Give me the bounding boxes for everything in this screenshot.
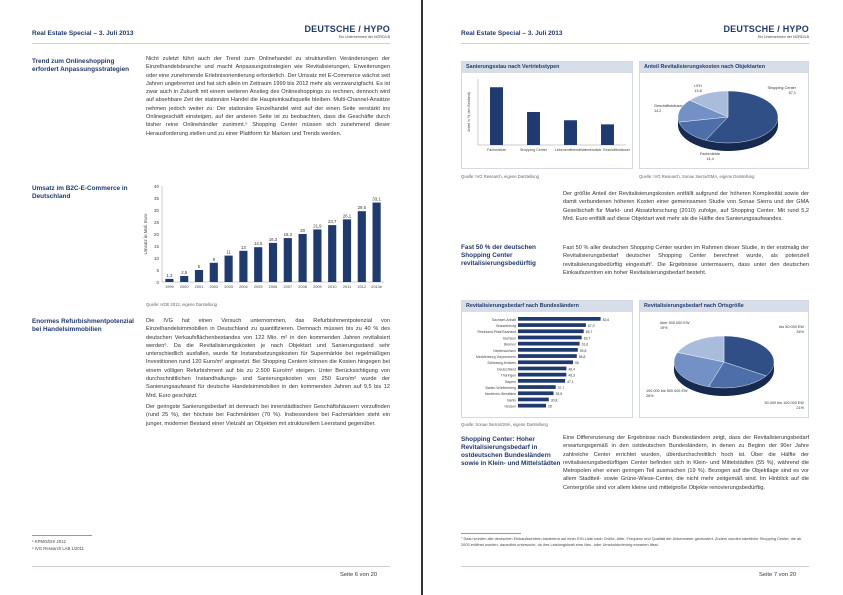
data-label: 37,7 [557, 386, 565, 390]
bar [490, 87, 503, 145]
category-label: Nordrhein-Westfalen [484, 392, 516, 397]
category-label: Hessen [504, 404, 516, 409]
slice-label: Fachmärkte [699, 152, 721, 156]
x-tick-label: 1999 [165, 284, 174, 289]
header-rule [32, 43, 390, 44]
data-label: 29,5 [357, 205, 366, 211]
bar [518, 385, 556, 389]
slice-value: 26% [646, 394, 654, 398]
slice-label: bis 50.000 EW [779, 325, 804, 329]
heading-refurbishment: Enormes Refurbishmentpotenzial bei Handelsimmobilien [32, 318, 134, 333]
data-label: 33,1 [372, 196, 381, 202]
footer-rule [461, 566, 809, 567]
bar [518, 354, 577, 358]
y-axis-label: Umsatz in Mrd. Euro [143, 213, 148, 255]
category-label: Bremen [504, 342, 516, 347]
chart-source: Quelle: HDE 2013, eigene Darstellung [146, 302, 217, 307]
slice-label: 100.000 bis 500.000 EW [646, 389, 688, 393]
text-refurbishment [146, 317, 390, 431]
slice-label: über 500.000 EW [660, 321, 690, 325]
data-label: 21,9 [313, 223, 322, 229]
text-ostdeutschland [563, 434, 809, 495]
data-label: 58,8 [578, 355, 586, 359]
bar [165, 279, 173, 282]
footnote: ⁵ KPMG/EHI 2012 [32, 539, 66, 544]
bundeslaender-bar-chart [462, 312, 632, 417]
x-tick-label: 2008 [298, 284, 307, 289]
bar [518, 379, 565, 383]
bar [254, 247, 262, 282]
bar [518, 323, 586, 327]
bar [601, 124, 614, 145]
data-label: 59,8 [579, 348, 587, 353]
data-label: 28 [548, 404, 552, 409]
right-page [423, 0, 843, 595]
y-tick-label: 15 [153, 244, 159, 249]
panel-title: Revitalisierungsbedarf nach Bundesländern [462, 301, 632, 312]
category-label: Schleswig-Holstein [487, 361, 516, 366]
slice-value: 57,1 [788, 91, 796, 95]
logo [719, 24, 809, 39]
category-label: Brandenburg [496, 324, 516, 328]
x-tick-label: 2004 [239, 284, 248, 289]
data-label: 14,5 [254, 241, 263, 247]
data-label: 1,3 [166, 272, 173, 278]
heading-onlineshopping: Trend zum Onlineshopping erfordert Anpassungsstrategien [32, 58, 130, 73]
y-tick-label: 20 [153, 232, 159, 237]
bar [358, 211, 366, 282]
x-tick-label: 2011 [342, 284, 352, 289]
bar [210, 263, 218, 282]
footnote-rule [32, 535, 92, 536]
paragraph: Fast 50 % aller deutschen Shopping Center wurden im Rahmen dieser Studie, in der erstmalig der Revitalisierungsbedarf deutscher Shopping Center berechnet wurde, als potenziell revitalisierungsbedürftig eingestuft⁷. Die Ergebnisse untermauern, dass unter den deutschen Einkaufszentren ein hoher Revitalisierungsbedarf besteht. [563, 245, 809, 276]
paragraph: Der größte Anteil der Revitalisierungskosten entfällt aufgrund der höheren Komplexität sowie der damit verbundenen höheren Kosten einer gemeinsamen Studie von Sonae Sierra und der GMA Gesellschaft für Markt- und Absatzforschung (2010) zufolge, auf Shopping Center. Mit rund 5,2 Mrd. Euro entfällt auf diese Objektart weit mehr als die Hälfte des Sanierungsaufwandes. [563, 191, 809, 222]
category-label: Deutschland [497, 367, 516, 372]
footnote: ⁶ IVG Research LAB 1/2011 [32, 545, 84, 551]
bar [518, 391, 554, 395]
data-label: 30,8 [550, 398, 558, 403]
bar [564, 120, 577, 145]
panel-bundeslaender [461, 300, 633, 418]
text-onlineshopping [146, 55, 390, 141]
bar [518, 367, 566, 371]
category-label: Thüringen [500, 373, 516, 378]
data-label: 20 [300, 228, 305, 233]
x-tick-label: 2007 [283, 284, 293, 289]
bar [328, 225, 336, 282]
logo-brand: DEUTSCHE / HYPO [723, 24, 809, 34]
y-tick-label: 35 [153, 196, 159, 201]
running-title: Real Estate Special – 3. Juli 2013 [32, 30, 134, 37]
paragraph: Der geringste Sanierungsbedarf ist demnach bei innerstädtischen Geschäftshäusern vorzufinden (rund 25 %), der höchste bei Fachmärkten (70 %). Insbesondere bei Fachmärkten steht ein junger, moderner Bestand einer Vielzahl an Objekten mit strukturellem Leerstand gegenüber. [146, 403, 390, 427]
y-tick-label: 40 [153, 184, 159, 189]
page-number: Seite 6 von 20 [340, 572, 378, 578]
panel-ortsgroesse [639, 300, 809, 418]
x-tick-label: 2012 [357, 284, 367, 289]
panel-sanierungsstau [461, 61, 633, 169]
bar [518, 342, 580, 346]
logo-sub: Ein Unternehmen der NORD/LB [338, 35, 390, 39]
slice-label: LEH [694, 84, 702, 88]
data-label: 5 [197, 264, 201, 269]
bar [313, 229, 321, 282]
paragraph: Eine Differenzierung der Ergebnisse nach Bundesländern zeigt, dass der Revitalisierungsbedarf erwartungsgemäß in den ostdeutschen Bundesländern, in denen zu Beginn der 90er Jahre zahlreiche Center errichtet wurden, überdurchschnittlich hoch ist. Über die Hälfte der revitalisierungsbedürftigen Center befinden sich in Klein- und Mittelstädten (55 %), während die Metropolen eher einen geringen Teil ausmachen (19 %). Bezogen auf die Objektlage sind es vor allem Stadtteil- sowie Grüne-Wiese-Center, die nicht mehr zeitgemäß sind. Im Hinblick auf die Centergröße sind vor allem kleine und mittelgroße Objekte renovierungsbedürftig. [563, 435, 809, 491]
bar [518, 336, 582, 340]
header-rule [461, 43, 809, 44]
left-page [0, 0, 421, 595]
data-label: 47,1 [567, 379, 574, 384]
logo-sub: Ein Unternehmen der NORD/LB [757, 35, 809, 39]
heading-ecommerce: Umsatz im B2C-E-Commerce in Deutschland [32, 185, 128, 200]
y-tick-label: 25 [153, 220, 159, 225]
x-tick-label: 2002 [209, 284, 219, 289]
panel-revitalisierungskosten [639, 61, 809, 169]
logo [300, 24, 390, 39]
data-label: 8 [212, 256, 215, 262]
x-tick-label: 2001 [194, 284, 204, 289]
slice-value: 21% [796, 406, 804, 410]
data-label: 2,5 [181, 270, 188, 275]
y-axis-label: Anteil in % (am Bestand) [467, 92, 471, 132]
x-tick-label: 2013e [371, 284, 383, 289]
x-tick-label: 2009 [313, 284, 322, 289]
data-label: 61,6 [581, 342, 589, 347]
data-label: 67,9 [587, 324, 595, 328]
paragraph: Nicht zuletzt führt auch der Trend zum Onlinehandel zu strukturellen Veränderungen der Einzelhandelsbranche und macht Anpassungsstrategien wie Revitalisierungen, Erweiterungen oder eine zunehmende Erlebnisorientierung erforderlich. Der Umsatz mit E-Commerce wächst seit Jahren ungebremst und hat sich allein im Zeitraum 1999 bis 2012 mehr als verzwanzigfacht. Es ist zwar auch in Zukunft mit einem weiteren Anstieg des Onlineshoppings zu rechnen, dennoch wird auf absehbare Zeit der stationäre Handel die Haupteinkaufsquelle bleiben. Multi-Channel-Ansätze nehmen jedoch weiter zu: Der stationäre Einzelhandel wird auf der einen Seite verstärkt ins Onlinegeschäft einsteigen, auf der anderen Seite ist zu beobachten, dass die Geschäfte durch bisher reine Onlinehändler zunimmt.⁵ Shopping Center müssen sich zunehmend dieser Herausforderung stellen und zu einer Plattform für Marken und Trends werden. [146, 56, 390, 137]
category-label: Niedersachsen [493, 348, 516, 353]
data-label: 35,5 [555, 392, 563, 397]
bar [518, 317, 601, 321]
data-label: 48,3 [568, 373, 575, 378]
data-label: 26,1 [342, 213, 352, 219]
x-tick-label: 2003 [224, 284, 233, 289]
data-label: 82,6 [602, 317, 610, 322]
data-label: 63,7 [583, 336, 591, 341]
bar [518, 373, 566, 377]
bar [299, 234, 307, 282]
text-revitalisierungskosten [563, 190, 809, 226]
bar [518, 398, 549, 402]
vertriebstypen-bar-chart [462, 73, 632, 168]
logo-brand: DEUTSCHE / HYPO [304, 24, 390, 34]
data-label: 48,4 [568, 367, 576, 372]
page-number: Seite 7 von 20 [759, 572, 797, 578]
bar [195, 270, 203, 282]
slice-value: 34% [796, 330, 804, 334]
data-label: 16,3 [268, 236, 278, 242]
category-label: Mecklenburg-Vorpommern [476, 355, 516, 359]
y-tick-label: 30 [153, 208, 159, 213]
slice-value: 13,8 [694, 89, 702, 93]
slice-value: 19% [660, 326, 668, 330]
footnote: ⁷ Dazu wurden alle deutschen Einkaufszentren basierend auf einer EHI-Liste nach Größe, Alter, Frequenz und Qualität der Ankermieter gechustert. Zudem wurden sämtliche Shopping Center, die ab 2003 eröffnet wurden, daraufhin untersucht, ob ihre Leistungskraft eine Neu- oder Umstrukturierung erwarten lässt. [461, 536, 802, 547]
data-label: 65,7 [585, 330, 593, 335]
slice-label: Shopping Center [767, 86, 796, 90]
slice-label: 50.000 bis 100.000 EW [764, 401, 804, 405]
footnote-rule [461, 533, 521, 534]
bar [518, 329, 584, 333]
data-label: 18,3 [283, 232, 292, 238]
y-tick-label: 5 [156, 268, 159, 273]
data-label: 13 [241, 244, 246, 250]
category-label: Rheinland-Pfalz/Saarland [477, 330, 516, 335]
x-tick-label: innerstädt. Geschäftshäuser [585, 148, 630, 152]
panel-title: Sanierungsstau nach Vertriebstypen [462, 62, 632, 73]
x-tick-label: Fachmärkte [487, 148, 506, 152]
panel-title: Revitalisierungsbedarf nach Ortsgröße [640, 301, 808, 312]
running-title: Real Estate Special – 3. Juli 2013 [461, 30, 563, 37]
bar [284, 238, 292, 282]
y-tick-label: 10 [153, 256, 159, 261]
data-label: 23,7 [328, 219, 337, 225]
y-tick-label: 0 [156, 280, 159, 285]
x-tick-label: 2006 [268, 284, 278, 289]
bar [225, 256, 233, 282]
x-tick-label: 2010 [327, 284, 337, 289]
text-shopping-center [563, 244, 809, 280]
x-tick-label: Shopping Center [520, 148, 547, 152]
slice-label: Geschäftshäuser [654, 104, 683, 108]
data-label: 55 [575, 361, 579, 366]
bar [343, 219, 351, 282]
category-label: Baden-Württemberg [485, 386, 516, 390]
bar [527, 112, 540, 145]
panel-source: Quelle: Sonae Sierra/GMA, eigene Darstellung [461, 422, 548, 427]
category-label: Berlin [507, 398, 516, 403]
bar [239, 251, 247, 282]
bar [180, 276, 188, 282]
panel-source: Quelle: IVG Research, Sonae Sierra/GMA, eigene Darstellung [639, 174, 755, 179]
footer-rule [32, 566, 390, 567]
ortsgroesse-pie-chart [640, 312, 808, 417]
bar [518, 348, 578, 352]
panel-title: Anteil Revitalisierungskosten nach Objektarten [640, 62, 808, 73]
bar [518, 404, 546, 408]
category-label: Bayern [505, 379, 516, 384]
objektarten-pie-chart [640, 73, 808, 168]
x-tick-label: 2005 [253, 284, 263, 289]
category-label: Sachsen-Anhalt [492, 317, 516, 322]
data-label: 11 [226, 249, 231, 255]
bar [373, 203, 381, 282]
footnotes [32, 539, 84, 552]
x-tick-label: 2000 [179, 284, 189, 289]
bar [269, 243, 277, 282]
bar [518, 360, 573, 364]
x-tick-label: Lebensmittelmärkte [554, 148, 587, 152]
heading-shopping-center: Fast 50 % der deutschen Shopping Center revitalisierungsbedürftig [461, 244, 536, 267]
category-label: Sachsen [502, 336, 516, 341]
heading-ostdeutschland: Shopping Center: Hoher Revitalisierungsbedarf in ostdeutschen Bundesländern sowie in Klein- und Mittelstädten [461, 436, 561, 467]
slice-value: 14,2 [654, 109, 662, 113]
slice-value: 14,4 [706, 157, 714, 161]
paragraph: Die IVG hat einen Versuch unternommen, das Refurbishmentpotenzial von Einzelhandelsimmobilien in Deutschland zu quantifizieren. Demnach müssen bis zu 40 % des deutschen Verkaufsflächenbestandes von 122 Mio. m² in den kommenden Jahren revitalisiert werden⁶. Da die Revitalisierungskosten je nach Objektart und Sanierungsstand sehr unterschiedlich ausfallen, wurde für Instandsetzungskosten für Supermärkte bei regelmäßigen Investitionen rund 120 Euro/m² angesetzt. Bei Shopping Centern können die Kosten hingegen bei einem völligen Refurbishment auf bis zu 2.500 Euro/m² steigen. Unter Berücksichtigung von durchschnittlichen Instandhaltungs- und Sanierungskosten von 250 Euro/m² wurde der Sanierungsaufwand für deutsche Handelsimmobilien in den kommenden Jahren auf 9,5 bis 12 Mrd. Euro geschätzt. [146, 318, 390, 399]
panel-source: Quelle: IVG Research, eigene Darstellung [461, 174, 539, 179]
ecommerce-bar-chart [140, 180, 390, 295]
